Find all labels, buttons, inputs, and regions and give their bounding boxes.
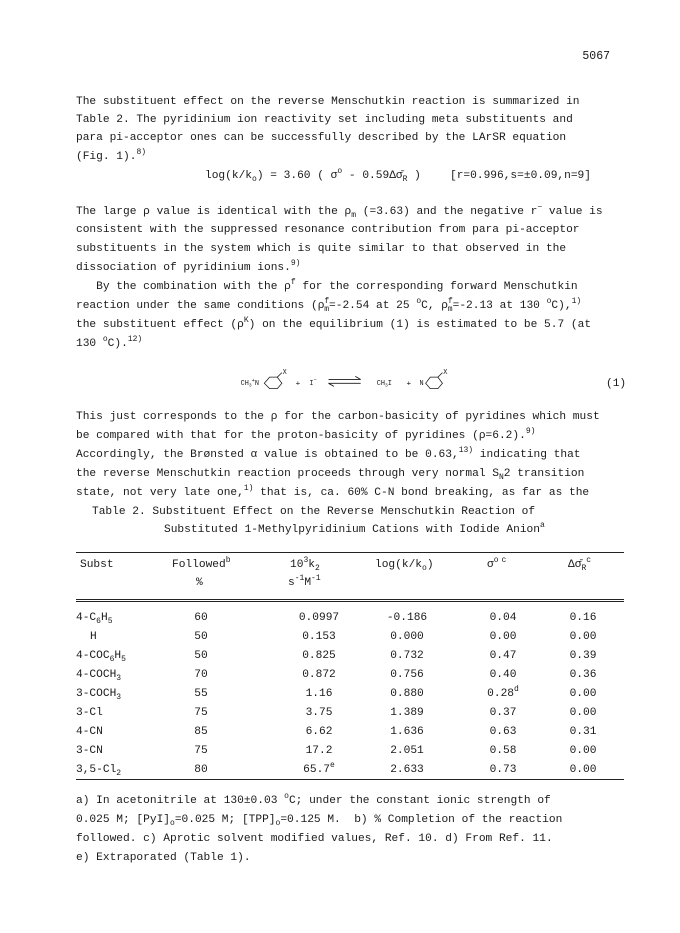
cell-log: 0.880	[390, 688, 424, 700]
cell-followed: 55	[194, 688, 208, 700]
cell-subst: $3-COCH_3$	[76, 688, 122, 702]
text-line: dissociation of pyridinium ions.$^{9)}$	[76, 259, 301, 274]
reference-mark: 1)	[243, 484, 254, 493]
footnote-line: a) In acetonitrile at 130±0.03 $^o$C; under the constant ionic strength of	[76, 792, 551, 807]
methyl-iodide-text: $CH_3I$	[376, 379, 392, 389]
footnote-line: followed. c) Aprotic solvent modified values, Ref. 10. d) From Ref. 11.	[76, 833, 553, 845]
reference-mark: 13)	[458, 446, 474, 455]
text-line: Accordingly, the Brønsted α value is obtained to be 0.63,$^{13)}$ indicating that	[76, 446, 581, 461]
reaction-scheme	[0, 368, 680, 394]
cell-sigma: 0.37	[489, 707, 517, 719]
reference-mark: 9)	[525, 427, 536, 436]
cell-followed: 80	[194, 764, 208, 776]
cell-log: 0.756	[390, 669, 424, 681]
cell-k: 6.62	[305, 726, 333, 738]
cell-dsigma: 0.00	[569, 707, 597, 719]
cell-k: 0.0997	[298, 612, 340, 624]
plus-sign: +	[406, 380, 412, 389]
cell-followed: 60	[194, 612, 208, 624]
header-rate-unit: $s^{-1}M^{-1}$	[288, 574, 321, 589]
text-line: The substituent effect on the reverse Menschutkin reaction is summarized in	[76, 96, 580, 108]
header-followed-unit: %	[196, 577, 203, 589]
text-line: Table 2. The pyridinium ion reactivity set including meta substituents and	[76, 114, 573, 126]
cell-log: 1.389	[390, 707, 424, 719]
cell-dsigma: 0.36	[569, 669, 597, 681]
text-line: 130 $^o$C).$^{12)}$	[76, 335, 143, 350]
cell-dsigma: 0.00	[569, 745, 597, 757]
cell-followed: 50	[194, 631, 208, 643]
header-log: $\log(k/k_o)$	[375, 559, 434, 573]
text-line: consistent with the suppressed resonance contribution from para pi-acceptor	[76, 224, 580, 236]
table-bottom-rule	[76, 779, 624, 780]
text-line: (Fig. 1).$^{8)}$	[76, 148, 147, 163]
lfer-equation: $\log(k/k_o) = 3.60$ ( $\sigma^o$ - $0.59\Delta\sigmā_R$ )	[205, 167, 421, 184]
cell-sigma: 0.40	[489, 669, 517, 681]
cell-log: 0.000	[390, 631, 424, 643]
cell-k: 17.2	[305, 745, 333, 757]
cell-followed: 50	[194, 650, 208, 662]
table-caption: Substituted 1-Methylpyridinium Cations with Iodide Anion$^a$	[164, 521, 545, 536]
header-rate-constant: $10^3k_2$	[290, 556, 320, 573]
regression-statistics: [r=0.996,s=±0.09,n=9]	[450, 170, 591, 182]
cell-k: 0.825	[302, 650, 336, 662]
header-followed: Followed$^b$	[172, 556, 231, 571]
text-line: be compared with that for the proton-basicity of pyridines (ρ=6.2).$^{9)}$	[76, 427, 536, 442]
cell-sigma: 0.04	[489, 612, 517, 624]
cell-subst: 4-CN	[76, 726, 103, 738]
pyridine-n: N	[419, 379, 424, 388]
cell-followed: 70	[194, 669, 208, 681]
page-number: 5067	[582, 50, 610, 63]
cell-subst: $3,5-Cl_2$	[76, 764, 122, 778]
text-line: the substituent effect $(\rho^K)$ on the equilibrium (1) is estimated to be 5.7 (at	[76, 316, 592, 331]
header-subst: Subst	[80, 559, 114, 571]
reference-mark: 1)	[571, 297, 582, 306]
plus-sign: +	[295, 380, 301, 389]
pyridine-ring-icon	[426, 373, 443, 389]
cell-subst: 3-CN	[76, 745, 103, 757]
pyridinium-ring-icon	[264, 373, 282, 389]
cell-sigma: 0.58	[489, 745, 517, 757]
reference-mark: 12)	[127, 335, 143, 344]
text-line: reaction under the same conditions ($\rho^f_m=-2.54$ at 25 $^o$C, $\rho^f_m=-2.13$ at 130 $^o$C),$^{1)}$	[76, 297, 582, 314]
cell-k: 0.872	[302, 669, 336, 681]
cell-sigma: 0.00	[489, 631, 517, 643]
cell-dsigma: 0.39	[569, 650, 597, 662]
cell-dsigma: 0.00	[569, 631, 597, 643]
cell-subst: 3-Cl	[76, 707, 103, 719]
header-sigma: $\sigma^o$ $^c$	[487, 556, 507, 571]
cell-followed: 75	[194, 745, 208, 757]
cell-subst: $4-COC_6H_5$	[76, 650, 126, 664]
cell-sigma: 0.73	[489, 764, 517, 776]
cell-sigma: 0.63	[489, 726, 517, 738]
cell-followed: 85	[194, 726, 208, 738]
methyl-text: $CH_3^+N$	[240, 377, 259, 389]
table-top-rule	[76, 552, 624, 553]
table-header-rule	[76, 599, 624, 600]
cell-log: 2.633	[390, 764, 424, 776]
cell-dsigma: 0.16	[569, 612, 597, 624]
cell-followed: 75	[194, 707, 208, 719]
cell-log: 1.636	[390, 726, 424, 738]
table-header-rule	[76, 601, 624, 602]
text-line: substituents in the system which is quite similar to that observed in the	[76, 243, 567, 255]
text-line: This just corresponds to the ρ for the carbon-basicity of pyridines which must	[76, 411, 600, 423]
text-line: By the combination with the $\rho^f$ for the corresponding forward Menschutkin	[76, 278, 578, 293]
substituent-x: X	[282, 369, 287, 378]
cell-k: 0.153	[302, 631, 336, 643]
equation-number: (1)	[606, 378, 627, 390]
cell-log: 2.051	[390, 745, 424, 757]
table-caption: Table 2. Substituent Effect on the Reverse Menschutkin Reaction of	[92, 506, 536, 518]
cell-dsigma: 0.00	[569, 764, 597, 776]
cell-sigma: 0.28$^d$	[487, 685, 519, 700]
text-line: the reverse Menschutkin reaction proceeds through very normal $S_N2$ transition	[76, 468, 585, 482]
reference-mark: 8)	[136, 148, 147, 157]
cell-subst: H	[90, 631, 97, 643]
cell-dsigma: 0.00	[569, 688, 597, 700]
cell-dsigma: 0.31	[569, 726, 597, 738]
cell-k: 1.16	[305, 688, 333, 700]
cell-log: 0.732	[390, 650, 424, 662]
cell-sigma: 0.47	[489, 650, 517, 662]
cell-k: 3.75	[305, 707, 333, 719]
footnote-line: 0.025 M; $[PyI]_o=0.025$ M; $[TPP]_o=0.125$ M. b) % Completion of the reaction	[76, 814, 563, 828]
text-line: para pi-acceptor ones can be successfully described by the LArSR equation	[76, 132, 567, 144]
text-line: The large ρ value is identical with the $\rho_m$ (=3.63) and the negative r− value is	[76, 203, 603, 220]
footnote-line: e) Extraporated (Table 1).	[76, 852, 251, 864]
iodide-text: I−	[309, 377, 317, 388]
cell-log: -0.186	[386, 612, 428, 624]
header-delta-sigma: $\Delta\sigmā_R^c$	[568, 556, 592, 573]
cell-subst: $4-COCH_3$	[76, 669, 122, 683]
cell-k: 65.7e	[303, 761, 335, 776]
substituent-x: X	[443, 369, 448, 378]
reference-mark: 9)	[290, 259, 301, 268]
equilibrium-arrow-icon	[329, 376, 361, 386]
cell-subst: $4-C_6H_5$	[76, 612, 113, 626]
text-line: state, not very late one,$^{1)}$ that is, ca. 60% C-N bond breaking, as far as the	[76, 484, 590, 499]
